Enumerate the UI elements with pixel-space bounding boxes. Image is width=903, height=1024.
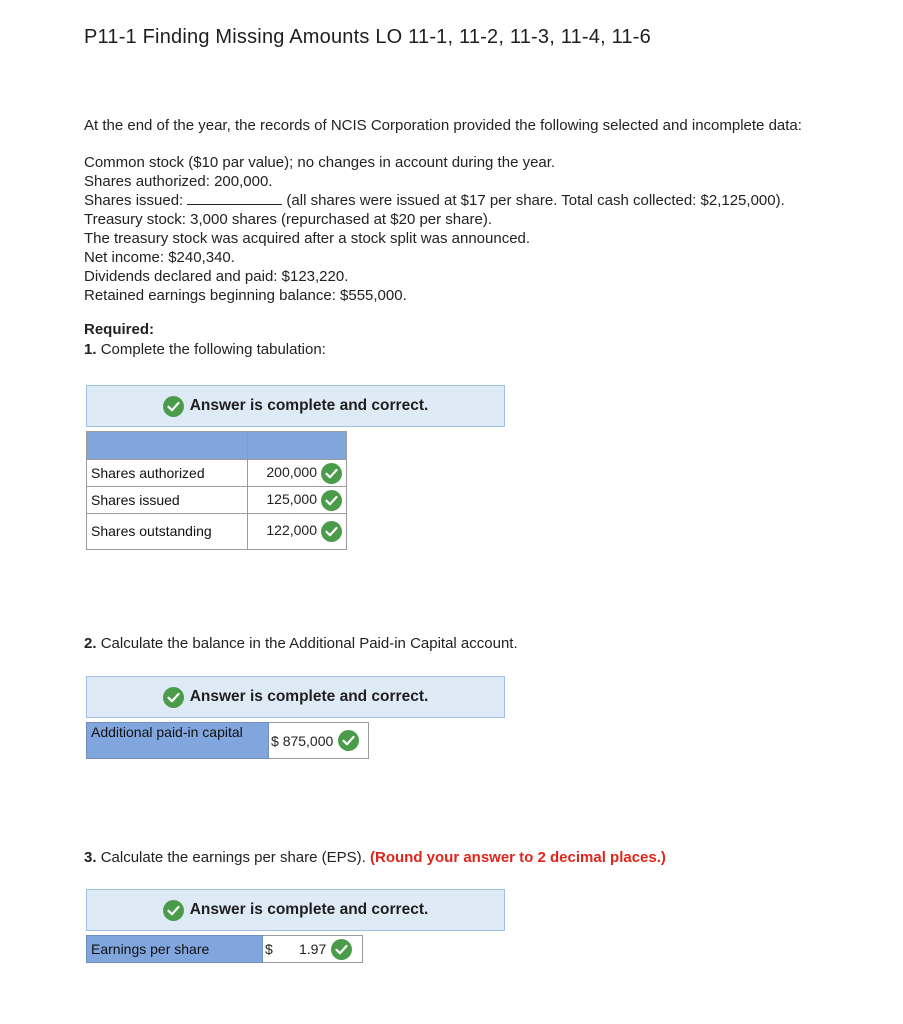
- check-circle-icon: [163, 900, 184, 921]
- question-text: Complete the following tabulation:: [100, 341, 326, 358]
- fact-treasury-note: The treasury stock was acquired after a stock split was announced.: [84, 230, 531, 247]
- required-heading: Required:: [84, 321, 155, 338]
- answer-value: 875,000: [282, 732, 334, 749]
- currency-symbol: $: [271, 732, 279, 749]
- answer-value: 125,000: [266, 490, 317, 507]
- answer-value: 122,000: [266, 522, 317, 539]
- banner-text: Answer is complete and correct.: [189, 688, 429, 705]
- question-3: [84, 849, 666, 866]
- banner-text: Answer is complete and correct.: [189, 397, 429, 414]
- fact-shares-issued: [84, 191, 785, 210]
- apic-answer-row: [86, 722, 369, 759]
- fact-treasury-stock: Treasury stock: 3,000 shares (repurchased at $20 per share).: [84, 211, 492, 228]
- header-cell: [87, 432, 248, 460]
- check-circle-icon: [331, 939, 352, 960]
- answer-status-banner: [86, 676, 505, 718]
- check-circle-icon: [338, 730, 359, 751]
- question-number: 2.: [84, 635, 97, 652]
- tabulation-table: [86, 431, 347, 550]
- question-number: 3.: [84, 849, 97, 866]
- check-circle-icon: [321, 463, 342, 484]
- apic-label: Additional paid-in capital: [86, 722, 269, 759]
- given-data: [84, 153, 785, 305]
- row-label: Shares issued: [87, 487, 248, 514]
- answer-cell[interactable]: [248, 514, 347, 550]
- answer-cell[interactable]: [248, 487, 347, 514]
- check-circle-icon: [321, 521, 342, 542]
- question-2: [84, 635, 518, 652]
- table-row: [87, 460, 347, 487]
- table-header-row: [87, 432, 347, 460]
- answer-value: 1.97: [299, 941, 327, 957]
- page-title: P11-1 Finding Missing Amounts LO 11-1, 11-2, 11-3, 11-4, 11-6: [84, 26, 651, 48]
- row-label: Shares outstanding: [87, 514, 248, 550]
- check-circle-icon: [163, 396, 184, 417]
- intro-text: At the end of the year, the records of NCIS Corporation provided the following selected and incomplete data:: [84, 117, 802, 134]
- fact-retained-earnings: Retained earnings beginning balance: $555,000.: [84, 287, 407, 304]
- shares-issued-label: Shares issued:: [84, 192, 184, 209]
- answer-value: 200,000: [266, 463, 317, 480]
- header-cell: [248, 432, 347, 460]
- eps-answer-field[interactable]: [263, 935, 363, 963]
- question-1: [84, 341, 326, 358]
- shares-issued-note: (all shares were issued at $17 per share. Total cash collected: $2,125,000).: [286, 192, 785, 209]
- answer-cell[interactable]: [248, 460, 347, 487]
- table-row: [87, 487, 347, 514]
- answer-status-banner: [86, 889, 505, 931]
- apic-answer-field[interactable]: [269, 722, 369, 759]
- rounding-note: (Round your answer to 2 decimal places.): [370, 849, 666, 866]
- fact-common-stock: Common stock ($10 par value); no changes in account during the year.: [84, 154, 556, 171]
- eps-label: Earnings per share: [86, 935, 263, 963]
- fact-shares-authorized: Shares authorized: 200,000.: [84, 173, 273, 190]
- question-number: 1.: [84, 341, 97, 358]
- row-label: Shares authorized: [87, 460, 248, 487]
- question-text: Calculate the earnings per share (EPS).: [100, 849, 366, 866]
- eps-answer-row: [86, 935, 363, 963]
- answer-status-banner: [86, 385, 505, 427]
- check-circle-icon: [163, 687, 184, 708]
- banner-text: Answer is complete and correct.: [189, 901, 429, 918]
- fact-dividends: Dividends declared and paid: $123,220.: [84, 268, 349, 285]
- fact-net-income: Net income: $240,340.: [84, 249, 235, 266]
- currency-symbol: $: [265, 941, 273, 957]
- question-text: Calculate the balance in the Additional Paid-in Capital account.: [100, 635, 518, 652]
- blank-line: [187, 192, 282, 205]
- table-row: [87, 514, 347, 550]
- check-circle-icon: [321, 490, 342, 511]
